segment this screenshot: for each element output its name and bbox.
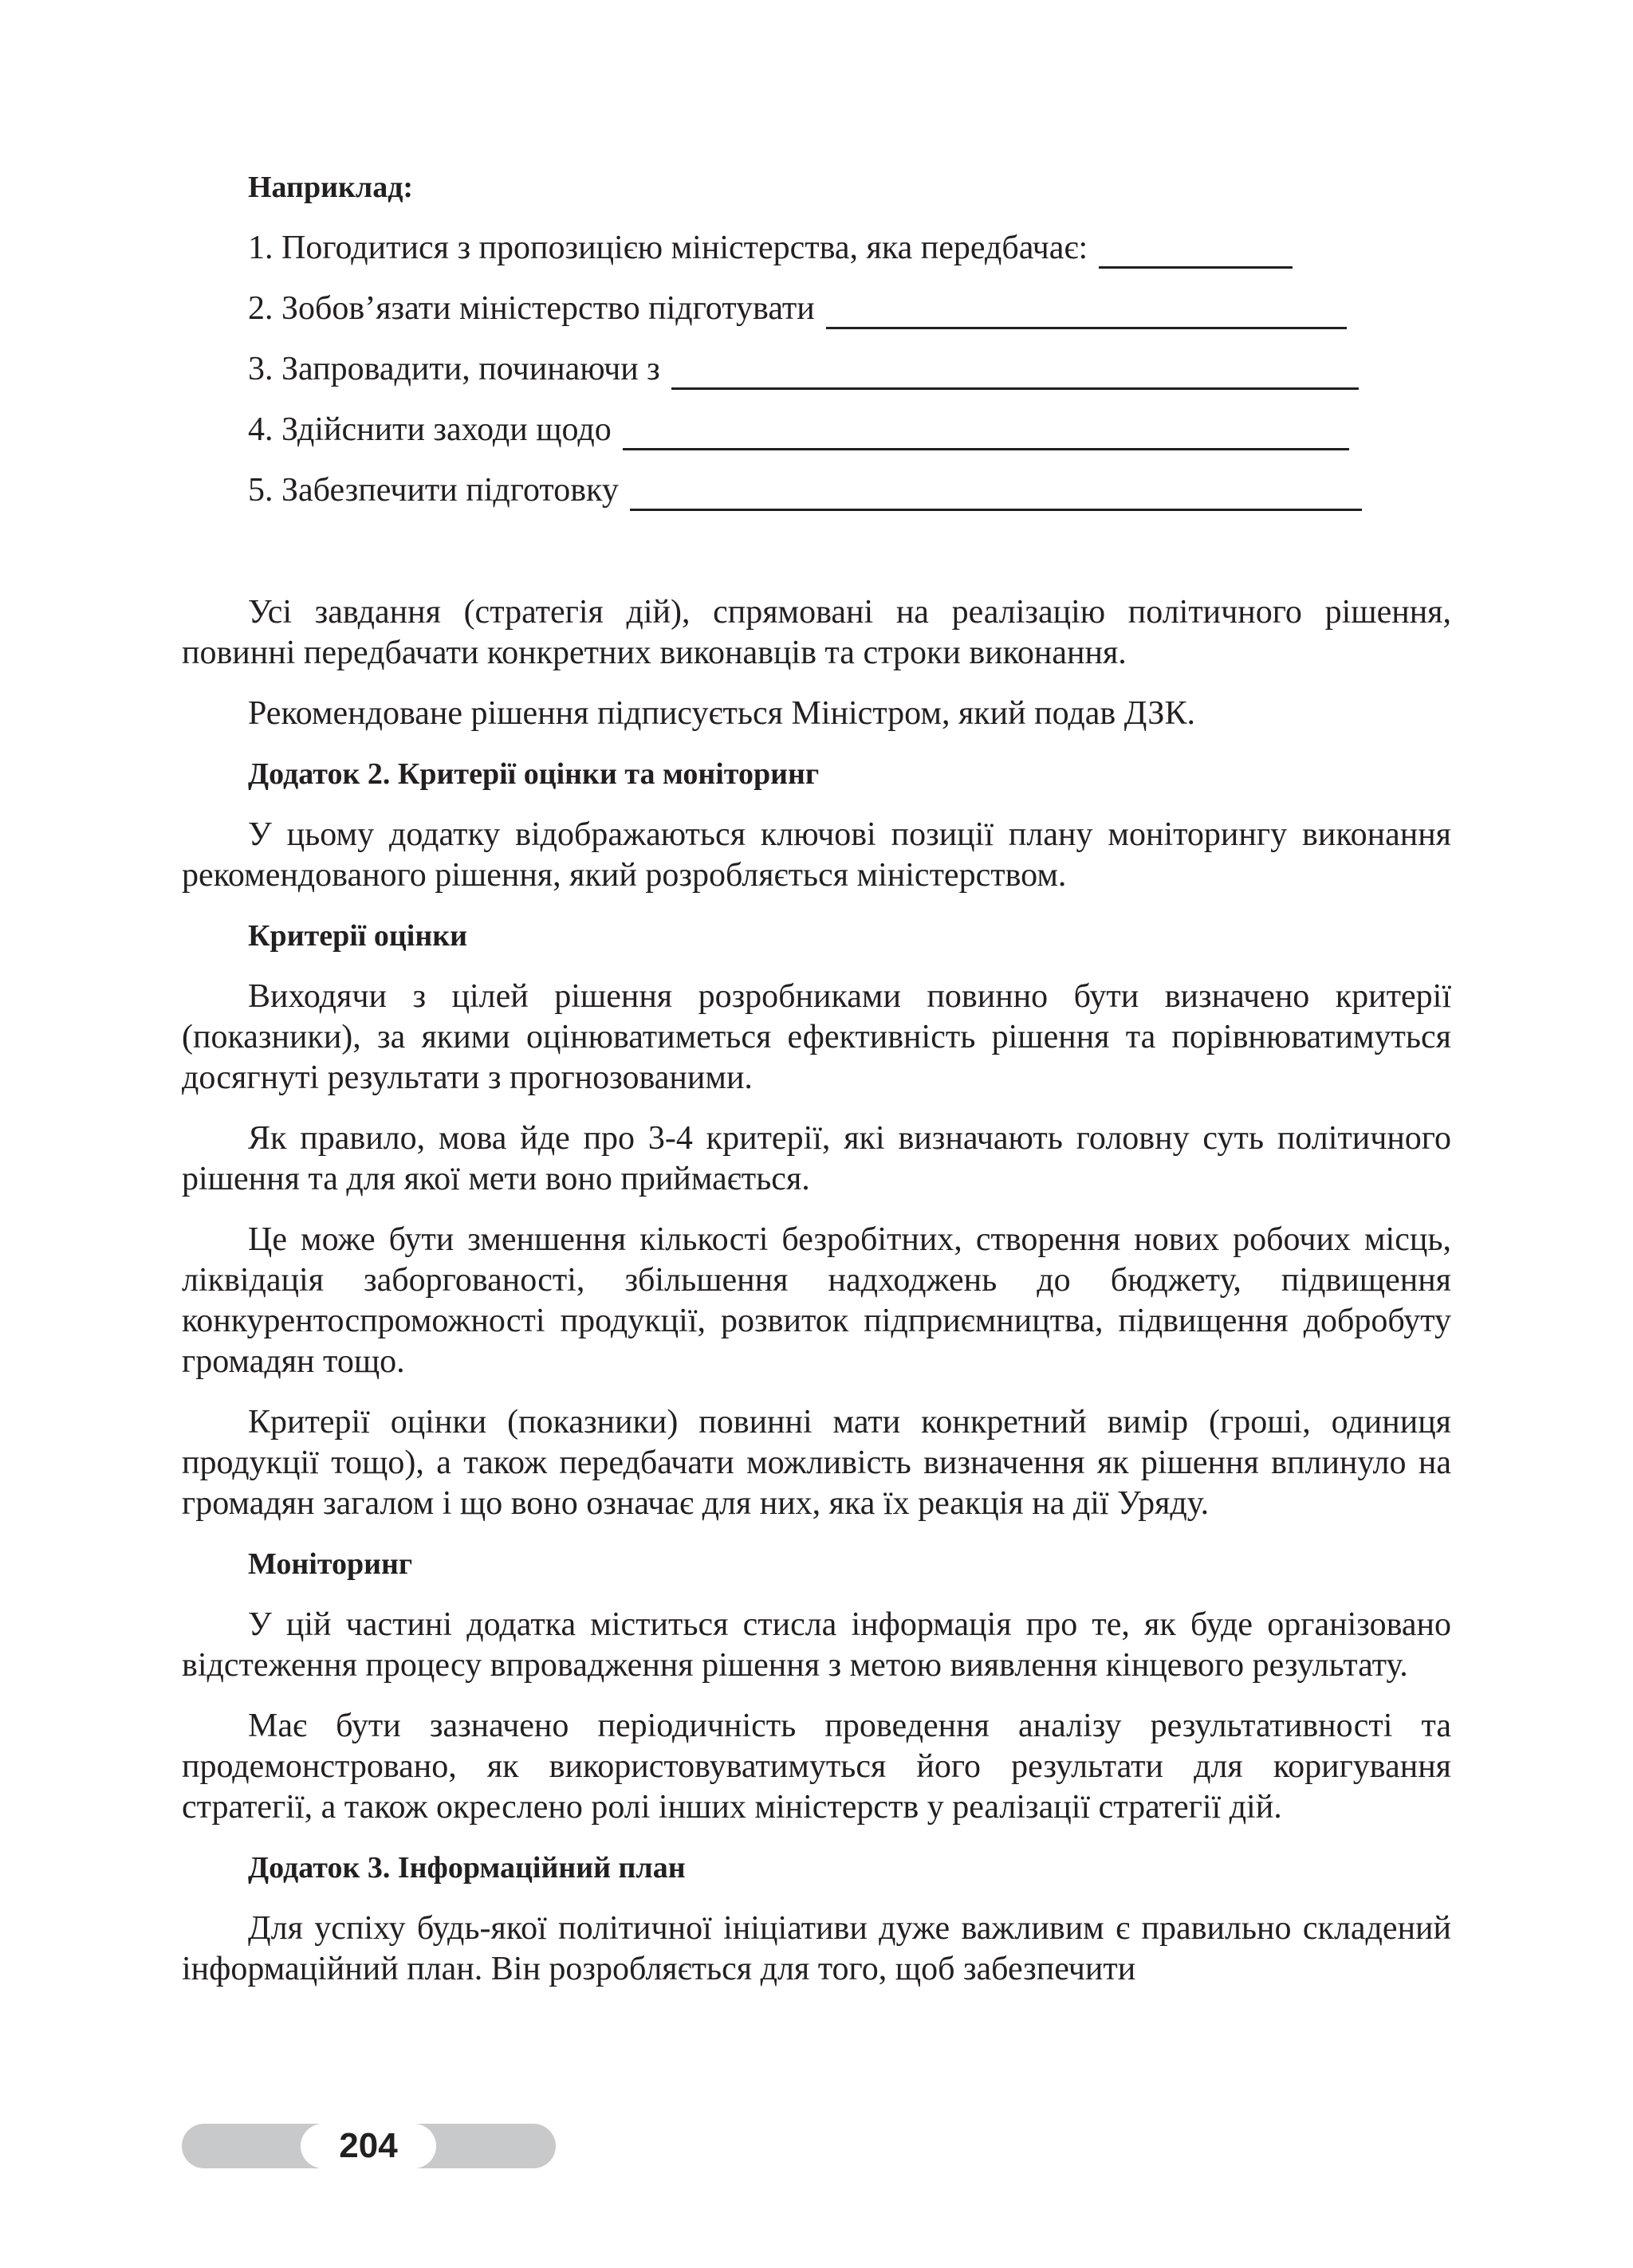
fill-in-blank [671, 354, 1359, 390]
fill-in-blank [630, 475, 1362, 511]
section-heading-appendix-3: Додаток 3. Інформаційний план [248, 1851, 686, 1885]
section-heading-monitoring: Моніторинг [248, 1547, 413, 1581]
fill-in-blank [623, 415, 1349, 450]
fill-in-blank [1099, 233, 1293, 269]
paragraph: У цій частині додатка міститься стисла інформація про те, як буде організовано відстеження процесу впровадження рішення з метою виявлення кінцевого результату. [182, 1606, 1451, 1684]
list-item: 2. Зобов’язати міністерство підготувати [248, 289, 1451, 329]
section-heading-criteria: Критерії оцінки [248, 919, 467, 953]
list-item: 1. Погодитися з пропозицією міністерства, яка передбачає: [248, 228, 1451, 269]
paragraph: У цьому додатку відображаються ключові позиції плану моніторингу виконання рекомендованого рішення, який розробляється міністерством. [182, 816, 1451, 894]
page-content [182, 167, 1451, 2010]
page-footer-bar [182, 2124, 556, 2168]
fill-in-blank [826, 293, 1347, 329]
list-item: 5. Забезпечити підготовку [248, 470, 1451, 511]
paragraph: Як правило, мова йде про 3-4 критерії, які визначають головну суть політичного рішення та для якої мети воно приймається. [182, 1120, 1451, 1197]
paragraph: Критерії оцінки (показники) повинні мати конкретний вимір (гроші, одиниця продукції тощо), а також передбачати можливість визначення як рішення вплинуло на громадян загалом і що воно означає для них, яка їх реакція на дії Уряду. [182, 1404, 1451, 1522]
example-list [248, 228, 1451, 511]
paragraph: Виходячи з цілей рішення розробниками повинно бути визначено критерії (показники), за якими оцінюватиметься ефективність рішення та порівнюватимуться досягнуті результати з прогнозованими. [182, 978, 1451, 1096]
section-heading-appendix-2: Додаток 2. Критерії оцінки та моніторинг [248, 757, 820, 791]
paragraph: Має бути зазначено періодичність проведення аналізу результативності та продемонстровано, як використовуватимуться його результати для коригування стратегії, а також окреслено ролі інших міністерств у реалізації стратегії дій. [182, 1708, 1451, 1826]
paragraph: Усі завдання (стратегія дій), спрямовані на реалізацію політичного рішення, повинні передбачати конкретних виконавців та строки виконання. [182, 594, 1451, 671]
paragraph: Для успіху будь-якої політичної ініціативи дуже важливим є правильно складений інформаційний план. Він розробляється для того, щоб забезпечити [182, 1910, 1451, 1987]
paragraph: Це може бути зменшення кількості безробітних, створення нових робочих місць, ліквідація заборгованості, збільшення надходжень до бюджету, підвищення конкурентоспроможності продукції, розвиток підприємництва, підвищення добробуту громадян тощо. [182, 1221, 1451, 1380]
list-item: 3. Запровадити, починаючи з [248, 349, 1451, 390]
list-item: 4. Здійснити заходи щодо [248, 410, 1451, 450]
paragraph: Рекомендоване рішення підписується Міністром, який подав ДЗК. [248, 695, 1195, 732]
example-heading: Наприклад: [248, 171, 414, 204]
page-number: 204 [301, 2124, 436, 2168]
